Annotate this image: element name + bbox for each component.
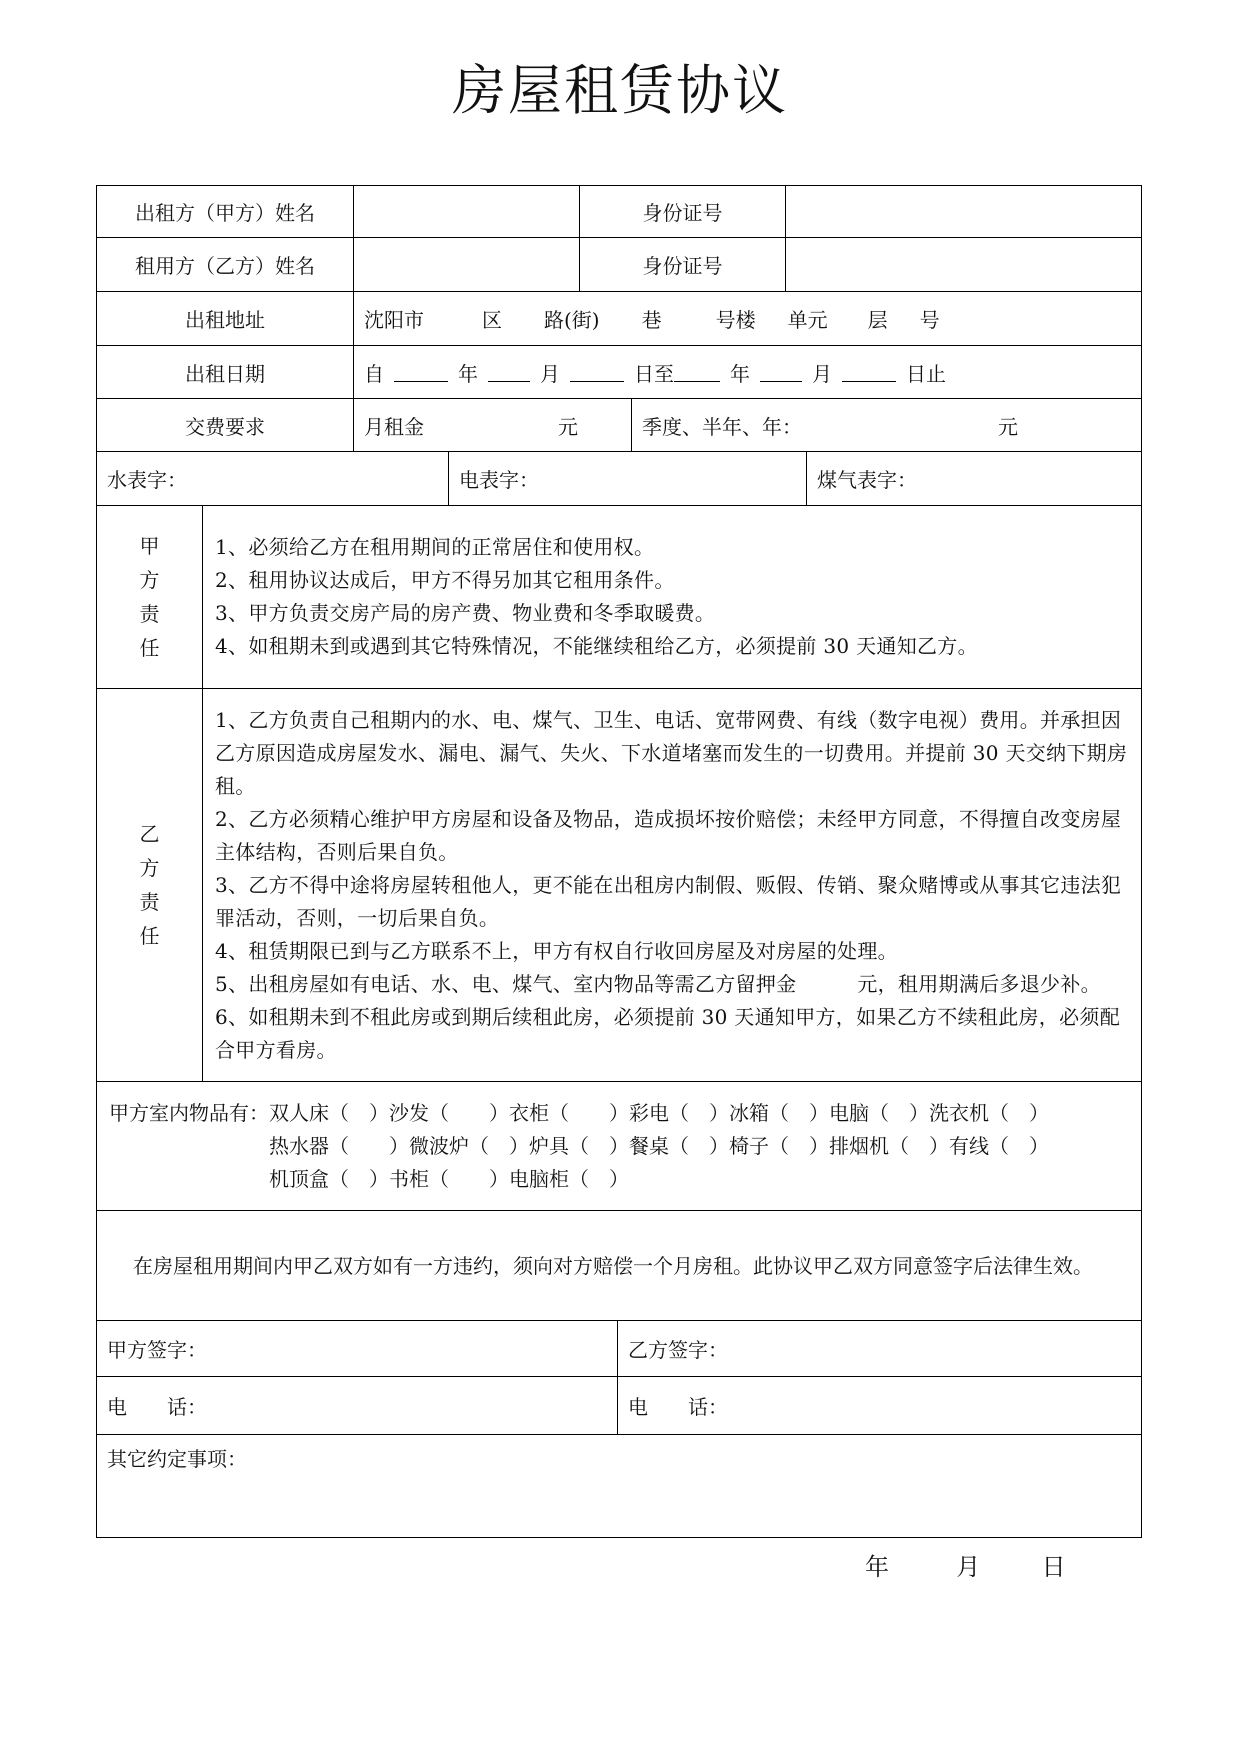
items-line: 甲方室内物品有：双人床（ ）沙发（ ）衣柜（ ）彩电（ ）冰箱（ ）电脑（ ）洗衣机（ ） — [109, 1100, 1049, 1125]
lessor-name-field[interactable] — [354, 186, 580, 237]
water-meter-label: 水表字： — [107, 468, 187, 492]
party-b-label-char: 乙 — [139, 822, 160, 846]
period-day-end: 日止 — [906, 361, 946, 386]
start-month-blank[interactable] — [488, 363, 530, 382]
address-district: 区 — [482, 308, 502, 332]
rental-form — [96, 185, 1142, 1538]
end-month-blank[interactable] — [760, 363, 802, 382]
party-b-phone-field[interactable] — [618, 1377, 1141, 1434]
lessee-name-field[interactable] — [354, 238, 580, 291]
monthly-rent-unit: 元 — [558, 414, 578, 439]
party-b-clause: 6、如租期未到不租此房或到期后续租此房，必须提前 30 天通知甲方，如果乙方不续租此房，必须配合甲方看房。 — [215, 1004, 1120, 1062]
party-b-label-char: 任 — [139, 924, 160, 948]
party-a-clause: 1、必须给乙方在租用期间的正常居住和使用权。 — [215, 535, 655, 559]
phone-row — [96, 1377, 1142, 1435]
date-year-label: 年 — [865, 1553, 889, 1581]
lessor-name-label: 出租方（甲方）姓名 — [97, 186, 354, 237]
period-rent-field[interactable] — [632, 399, 1141, 451]
gas-meter-label: 煤气表字： — [817, 468, 917, 492]
address-city: 沈阳市 — [364, 308, 424, 332]
payment-label: 交费要求 — [97, 399, 354, 451]
party-b-clauses — [203, 689, 1141, 1081]
lessee-name-label: 租用方（乙方）姓名 — [97, 238, 354, 291]
gas-meter-field[interactable] — [807, 452, 1141, 505]
party-a-phone-field[interactable] — [97, 1377, 618, 1434]
party-b-clause: 5、出租房屋如有电话、水、电、煤气、室内物品等需乙方留押金 元，租用期满后多退少补。 — [215, 971, 1101, 996]
party-b-clause: 1、乙方负责自己租期内的水、电、煤气、卫生、电话、宽带网费、有线（数字电视）费用。并承担因乙方原因造成房屋发水、漏电、漏气、失火、下水道堵塞而发生的一切费用。并提前 30 天交纳下期房租。 — [215, 707, 1128, 798]
party-a-signature-field[interactable] — [97, 1321, 618, 1376]
lessee-id-label: 身份证号 — [580, 238, 786, 291]
party-b-label-char: 方 — [139, 856, 160, 880]
date-day-label: 日 — [1041, 1553, 1066, 1581]
party-a-clause: 2、租用协议达成后，甲方不得另加其它租用条件。 — [215, 568, 675, 592]
party-a-signature-label: 甲方签字： — [107, 1338, 207, 1362]
period-day-to: 日至 — [634, 361, 674, 386]
party-a-section — [96, 506, 1142, 689]
address-unit: 单元 — [787, 308, 828, 332]
date-month-label: 月 — [956, 1553, 981, 1581]
period-year-2: 年 — [730, 361, 750, 386]
period-rent-label: 季度、半年、年： — [642, 414, 802, 439]
end-year-blank[interactable] — [674, 363, 720, 382]
party-b-signature-label: 乙方签字： — [628, 1338, 728, 1362]
items-section — [96, 1082, 1142, 1211]
party-b-label — [97, 689, 203, 1081]
items-line: 机顶盒（ ）书柜（ ）电脑柜（ ） — [269, 1166, 629, 1191]
address-building: 号楼 — [715, 308, 756, 332]
lessor-id-label: 身份证号 — [580, 186, 786, 237]
party-b-label-char: 责 — [139, 890, 160, 914]
party-a-label-char: 甲 — [139, 534, 160, 558]
party-a-label-char: 方 — [139, 568, 160, 592]
other-terms-label: 其它约定事项： — [107, 1447, 247, 1471]
breach-text: 在房屋租用期间内甲乙双方如有一方违约，须向对方赔偿一个月房租。此协议甲乙双方同意签字后法律生效。 — [133, 1253, 1093, 1278]
period-rent-unit: 元 — [998, 414, 1018, 439]
lessee-row — [96, 238, 1142, 292]
period-label: 出租日期 — [97, 346, 354, 398]
address-row — [96, 292, 1142, 346]
period-from: 自 — [364, 361, 384, 386]
sign-date — [865, 1547, 1066, 1582]
document-title: 房屋租赁协议 — [452, 59, 788, 122]
breach-section — [96, 1211, 1142, 1321]
party-a-clause: 4、如租期未到或遇到其它特殊情况，不能继续租给乙方，必须提前 30 天通知乙方。 — [215, 634, 978, 658]
electric-meter-label: 电表字： — [459, 468, 539, 492]
party-b-phone-label: 电 话： — [628, 1395, 728, 1419]
party-a-label-char: 责 — [139, 602, 160, 626]
end-day-blank[interactable] — [842, 363, 896, 382]
party-b-section — [96, 689, 1142, 1082]
party-a-label — [97, 506, 203, 688]
payment-row — [96, 399, 1142, 452]
address-floor: 层 — [867, 308, 888, 332]
period-month-1: 月 — [540, 361, 560, 386]
start-year-blank[interactable] — [394, 363, 448, 382]
other-terms-section — [96, 1435, 1142, 1538]
party-a-label-char: 任 — [139, 636, 160, 660]
monthly-rent-field[interactable] — [354, 399, 632, 451]
monthly-rent-label: 月租金 — [364, 414, 424, 439]
water-meter-field[interactable] — [97, 452, 449, 505]
other-terms-field[interactable] — [97, 1435, 1141, 1537]
period-year-1: 年 — [458, 361, 478, 386]
party-a-clause: 3、甲方负责交房产局的房产费、物业费和冬季取暖费。 — [215, 601, 716, 625]
party-a-phone-label: 电 话： — [107, 1395, 207, 1419]
items-list — [97, 1082, 1141, 1210]
address-road: 路(街) — [544, 308, 600, 332]
meter-row — [96, 452, 1142, 506]
items-line: 热水器（ ）微波炉（ ）炉具（ ）餐桌（ ）椅子（ ）排烟机（ ）有线（ ） — [269, 1133, 1049, 1158]
party-a-clauses — [203, 506, 1141, 688]
period-row — [96, 346, 1142, 399]
party-b-clause: 3、乙方不得中途将房屋转租他人，更不能在出租房内制假、贩假、传销、聚众赌博或从事其它违法犯罪活动，否则，一切后果自负。 — [215, 872, 1122, 930]
address-lane: 巷 — [641, 308, 662, 332]
lessor-id-field[interactable] — [786, 186, 1141, 237]
address-label: 出租地址 — [97, 292, 354, 345]
party-b-signature-field[interactable] — [618, 1321, 1141, 1376]
address-number: 号 — [919, 308, 940, 332]
electric-meter-field[interactable] — [449, 452, 807, 505]
period-month-2: 月 — [812, 361, 832, 386]
address-field[interactable] — [354, 292, 1141, 345]
party-b-clause: 4、租赁期限已到与乙方联系不上，甲方有权自行收回房屋及对房屋的处理。 — [215, 938, 898, 963]
signature-row — [96, 1321, 1142, 1377]
lessee-id-field[interactable] — [786, 238, 1141, 291]
start-day-blank[interactable] — [570, 363, 624, 382]
breach-clause — [97, 1211, 1141, 1320]
lessor-row — [96, 185, 1142, 238]
party-b-clause: 2、乙方必须精心维护甲方房屋和设备及物品，造成损坏按价赔偿；未经甲方同意，不得擅自改变房屋主体结构，否则后果自负。 — [215, 806, 1122, 864]
period-field[interactable] — [354, 346, 1141, 398]
